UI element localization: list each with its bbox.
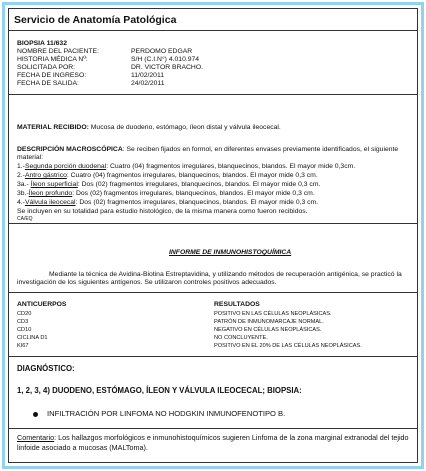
results-header: RESULTADOS [214, 301, 260, 308]
intake-date-label: FECHA DE INGRESO: [17, 72, 87, 79]
antibody-row: CD3 [17, 319, 29, 325]
antibodies-header: ANTICUERPOS [17, 301, 67, 308]
result-row: NO CONCLUYENTE. [214, 335, 268, 341]
macro-item-name: Íleon superficial [30, 181, 78, 188]
bullet-icon [33, 412, 38, 417]
macro-item-2 [17, 172, 318, 180]
macro-item-1 [17, 163, 355, 171]
antibody-row: CD10 [17, 327, 32, 333]
macro-item-name: Válvula ileocecal [24, 199, 76, 206]
intake-date-value: 11/02/2011 [131, 72, 165, 79]
macro-item-prefix: 4.- [17, 199, 25, 206]
macro-item-prefix: 3a.- [17, 181, 31, 188]
exit-date-value: 24/02/2011 [131, 80, 165, 87]
history-label: HISTORIA MÉDICA Nº: [17, 56, 88, 63]
macro-divider [9, 223, 417, 224]
material-label: MATERIAL RECIBIDO: [17, 124, 89, 131]
diagnosis-finding-text: INFILTRACIÓN POR LINFOMA NO HODGKIN INMUNOFENOTIPO B. [47, 409, 286, 418]
macro-item-prefix: 3b.- [17, 190, 29, 197]
requested-by-value: DR. VICTOR BRACHO. [131, 64, 204, 71]
report-page [8, 8, 418, 463]
history-value: S/H (C.I.N°) 4.010.974 [131, 56, 200, 63]
comment-text: : Los hallazgos morfológicos e inmunohistoquímicos sugieren Linfoma de la zona marginal extranodal del tejido linfoide asociado a mucosas (MALToma). [17, 433, 409, 452]
macro-item-name: Íleon profundo [28, 190, 73, 197]
antibody-row: CD20 [17, 311, 32, 317]
result-row: POSITIVO EN EL 20% DE LAS CÉLULAS NEOPLÁSICAS. [214, 343, 362, 349]
patient-name-value: PERDOMO EDGAR [131, 48, 193, 55]
report-title: Servicio de Anatomía Patológica [14, 14, 177, 26]
macro-item-text: : Dos (02) fragmentos irregulares, blanquecinos, blandos. El mayor mide 0,3 cm. [72, 190, 315, 197]
macro-intro [17, 146, 415, 162]
header-divider [9, 94, 417, 95]
antibody-row: CICLINA D1 [17, 335, 48, 341]
inmuno-paragraph: Mediante la técnica de Avidina-Biotina Estreptavidina, y utilizando métodos de recuperación antigénica, se practicó la investigación de los siguientes antígenos. Se utilizaron controles positivos adecuados. [17, 271, 402, 286]
macro-item-text: : Dos (02) fragmentos irregulares, blanquecinos, blandos. El mayor mide 0,3 cm. [77, 181, 321, 188]
antibody-row: KI67 [17, 343, 29, 349]
macro-item-prefix: 1.- [17, 163, 25, 170]
macro-initials: CA/EQ [17, 216, 33, 222]
macro-item-text: : Dos (02) fragmentos irregulares, blanquecinos, blandos. El mayor mide 0,3 cm. [75, 199, 319, 206]
macro-closing: Se incluyen en su totalidad para estudio histológico, de la misma manera como fueron recibidos. [17, 208, 308, 215]
macro-item-prefix: 2.- [17, 172, 25, 179]
diagnosis-site: 1, 2, 3, 4) DUODENO, ESTÓMAGO, ÍLEON Y VÁLVULA ILEOCECAL; BIOPSIA: [17, 386, 302, 395]
result-row: POSITIVO EN LAS CÉLULAS NEOPLÁSICAS. [214, 311, 332, 317]
diagnosis-divider [9, 428, 417, 429]
comment-label: Comentario [17, 433, 55, 442]
results-divider [9, 356, 417, 357]
macro-item-3a [17, 181, 320, 189]
report-frame [2, 2, 424, 469]
biopsia-number: BIOPSIA 11/632 [17, 40, 67, 47]
diagnosis-finding [33, 409, 285, 418]
comment [17, 433, 415, 453]
patient-name-label: NOMBRE DEL PACIENTE: [17, 48, 99, 55]
macro-item-name: Segunda porción duodenal [24, 163, 107, 170]
macro-item-text: : Cuatro (04) fragmentos irregulares, blanquecinos, blandos. El mayor mide 0,3 cm. [66, 172, 318, 179]
title-divider [9, 30, 417, 31]
exit-date-label: FECHA DE SALIDA: [17, 80, 79, 87]
macro-item-3b [17, 190, 315, 198]
inmuno-divider [9, 292, 417, 293]
diagnosis-label: DIAGNÓSTICO: [17, 364, 75, 373]
material-received [17, 124, 281, 132]
result-row: NEGATIVO EN CÉLULAS NEOPLÁSICAS. [214, 327, 322, 333]
result-row: PATRÓN DE INMUNOMARCAJE NORMAL. [214, 319, 324, 325]
inmuno-heading: INFORME DE INMUNOHISTOQUÍMICA [169, 249, 292, 256]
macro-intro-text: : Se reciben fijados en formol, en diferentes envases previamente identificados, el siguiente material: [17, 146, 399, 161]
requested-by-label: SOLICITADA POR: [17, 64, 76, 71]
macro-item-4 [17, 199, 318, 207]
macro-item-name: Antro gástrico [24, 172, 67, 179]
material-text: Mucosa de duodeno, estómago, íleon distal y válvula ileocecal. [88, 124, 281, 131]
macro-label: DESCRIPCIÓN MACROSCÓPICA [17, 146, 123, 153]
macro-item-text: : Cuatro (04) fragmentos irregulares, blanquecinos, blandos. El mayor mide 0,3cm. [106, 163, 356, 170]
